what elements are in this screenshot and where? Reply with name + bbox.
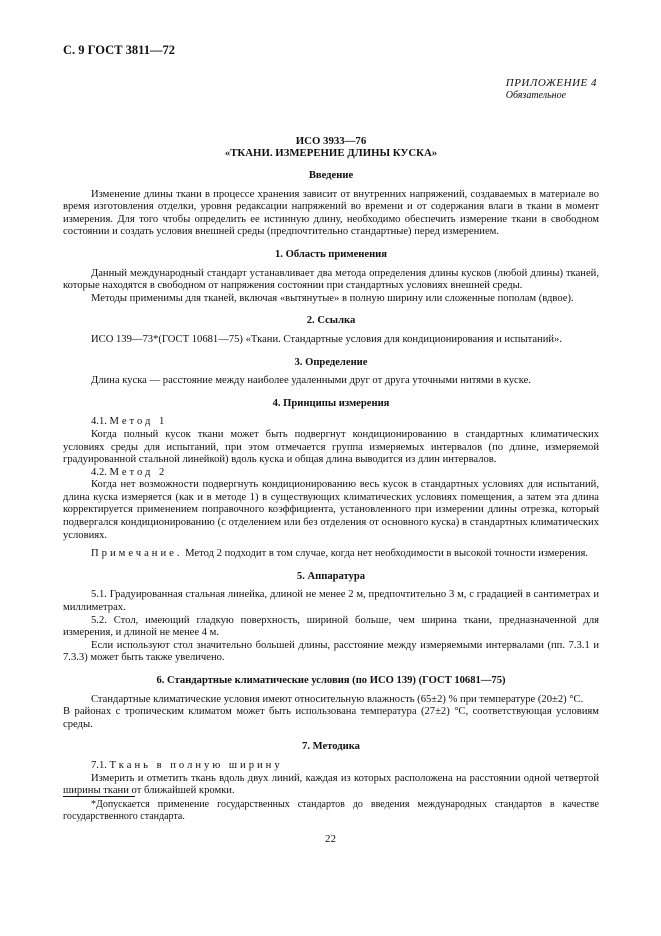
section-heading: 1. Область применения bbox=[274, 248, 388, 260]
paragraph-text: Изменение длины ткани в процессе хранения зависит от внутренних напряжений, создаваемых в материале во время изготовления отделки, уровня редаксации напряжений во времени и от содержания влаги в ткани в момент измерения. Для того чтобы определить ее истинную длину, необходимо обеспечить измерение ткани в свободном состоянии и создать условия внешней среды (предпочтительно стандартные) перед измерением. bbox=[63, 188, 599, 238]
spaced-label: Метод 1 bbox=[109, 416, 168, 428]
paragraph bbox=[63, 293, 599, 306]
appendix-status: Обязательное bbox=[505, 89, 567, 101]
spaced-label: Метод 2 bbox=[109, 466, 168, 478]
paragraph bbox=[63, 589, 599, 614]
clause-number: 7.1. bbox=[91, 759, 107, 771]
paragraph bbox=[63, 467, 599, 480]
page-header: С. 9 ГОСТ 3811—72 bbox=[63, 43, 175, 57]
standard-number: ИСО 3933—76 bbox=[295, 135, 367, 147]
paragraph bbox=[63, 706, 599, 731]
paragraph bbox=[63, 479, 599, 542]
paragraph bbox=[63, 615, 599, 640]
paragraph-text: 5.1. Градуированная стальная линейка, длиной не менее 2 м, предпочтительно 3 м, с градацией в сантиметрах и миллиметрах. bbox=[63, 589, 599, 614]
paragraph-text: Метод 2 подходит в том случае, когда нет необходимости в высокой точности измерения. bbox=[185, 548, 589, 560]
section-heading: 4. Принципы измерения bbox=[272, 397, 390, 409]
paragraph bbox=[63, 334, 599, 347]
paragraph-text: 5.2. Стол, имеющий гладкую поверхность, шириной больше, чем ширина ткани, предназначенной для измерения, и длиной не менее 4 м. bbox=[63, 614, 599, 639]
document-title: «ТКАНИ. ИЗМЕРЕНИЕ ДЛИНЫ КУСКА» bbox=[224, 147, 438, 159]
paragraph-text: Длина куска — расстояние между наиболее удаленными друг от друга уточными нитями в куске. bbox=[91, 375, 531, 387]
paragraph-text: Стандартные климатические условия имеют относительную влажность (65±2) % при температуре (20±2) °С. bbox=[91, 693, 584, 705]
paragraph-text: Измерить и отметить ткань вдоль двух линий, каждая из которых расположена на расстоянии одной четвертой ширины ткани от ближайшей кромки. bbox=[63, 772, 599, 797]
document-body bbox=[63, 135, 599, 798]
paragraph bbox=[63, 548, 599, 561]
spaced-label: Ткань в полную ширину bbox=[109, 759, 283, 771]
appendix-number: ПРИЛОЖЕНИЕ 4 bbox=[505, 77, 597, 89]
clause-number: 4.2. bbox=[91, 466, 107, 478]
footnote: *Допускается применение государственных стандартов до введения международных стандартов в качестве государственного стандарта. bbox=[63, 799, 599, 823]
clause-number: 4.1. bbox=[91, 416, 107, 428]
paragraph bbox=[63, 375, 599, 388]
section-heading: Введение bbox=[308, 170, 354, 181]
page-number: 22 bbox=[325, 833, 336, 845]
paragraph bbox=[63, 694, 599, 707]
paragraph bbox=[63, 773, 599, 798]
section-heading: 6. Стандартные климатические условия (по ИСО 139) (ГОСТ 10681—75) bbox=[156, 675, 506, 686]
paragraph bbox=[63, 760, 599, 773]
section-heading: 2. Ссылка bbox=[306, 315, 356, 327]
footnote-divider bbox=[63, 796, 135, 797]
paragraph-text: Когда полный кусок ткани может быть подвергнут кондиционированию в стандартных климатических условиях среды для испытаний, при этом отмечается группа измеряемых интервалов (по длине, измеряемой градуированной стальной линейкой) вдоль куска и общая длина выводится из длин интервалов. bbox=[63, 428, 599, 466]
paragraph bbox=[63, 429, 599, 467]
appendix-label bbox=[506, 77, 597, 102]
paragraph bbox=[63, 416, 599, 429]
paragraph bbox=[63, 640, 599, 665]
paragraph bbox=[63, 268, 599, 293]
paragraph-text: Если используют стол значительно большей длины, расстояние между измеряемыми интервалами (пп. 7.3.1 и 7.3.3) может быть также увеличено. bbox=[63, 639, 599, 664]
paragraph bbox=[63, 189, 599, 239]
paragraph-text: В районах с тропическим климатом может быть использована температура (27±2) °С, соответствующая условиям среды. bbox=[63, 706, 599, 730]
section-heading: 5. Аппаратура bbox=[296, 570, 366, 582]
spaced-label: Примечание. bbox=[91, 548, 183, 560]
section-heading: 7. Методика bbox=[302, 741, 360, 753]
paragraph-text: Данный международный стандарт устанавливает два метода определения длины кусков (любой длины) тканей, которые находятся в свободном от напряжения состоянии при стандартных условиях внешней среды. bbox=[63, 267, 599, 292]
paragraph-text: Когда нет возможности подвергнуть кондиционированию весь кусок в стандартных условиях для испытаний, длина куска измеряется (как и в методе 1) в существующих климатических условиях помещения, а затем эта длина корректируется применением поправочного коэффициента, установленного при измерении длины отрезка, который подвергался кондиционированию (с отделением или без отделения от основного куска) в стандартных климатических условиях. bbox=[63, 479, 599, 541]
section-heading: 3. Определение bbox=[294, 356, 368, 368]
paragraph-text: Методы применимы для тканей, включая «вытянутые» в полную ширину или сложенные пополам (вдвое). bbox=[91, 292, 574, 304]
paragraph-text: ИСО 139—73*(ГОСТ 10681—75) «Ткани. Стандартные условия для кондиционирования и испытаний». bbox=[91, 333, 562, 345]
